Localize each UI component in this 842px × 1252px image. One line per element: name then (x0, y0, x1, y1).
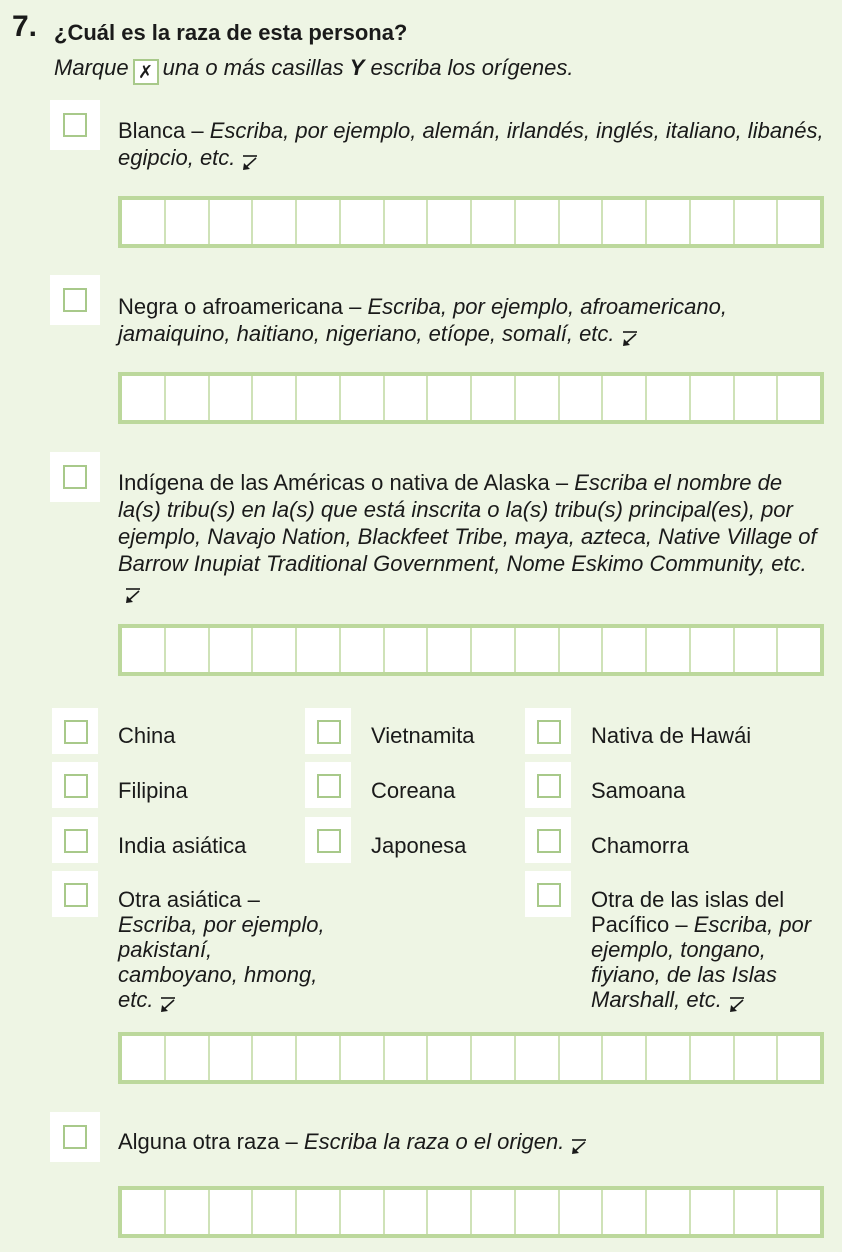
label-otra-asiatica (118, 887, 338, 1013)
otra-asiatica-hint: Escriba, por ejemplo, pakistaní, camboyano, hmong, etc. (118, 912, 325, 1012)
label-hawai: Nativa de Hawái (591, 723, 752, 748)
arrow-down-left-icon (159, 995, 177, 1013)
checkbox-negra[interactable] (50, 275, 100, 325)
arrow-down-left-icon (570, 1137, 588, 1155)
label-chamorra: Chamorra (591, 833, 689, 858)
label-indigena (118, 469, 830, 604)
write-in-negra[interactable] (118, 372, 824, 424)
write-in-indigena[interactable] (118, 624, 824, 676)
checkbox-chamorra[interactable] (525, 817, 571, 863)
checkbox-coreana[interactable] (305, 762, 351, 808)
blanca-label: Blanca – (118, 118, 204, 143)
write-in-asiatica-pacifico[interactable] (118, 1032, 824, 1084)
label-otra-pacifico (591, 887, 839, 1013)
otra-raza-label: Alguna otra raza – (118, 1129, 298, 1154)
arrow-down-left-icon (241, 153, 259, 171)
question-number: 7. (12, 10, 38, 43)
example-checked-box: ✗ (133, 59, 159, 85)
checkbox-vietnamita[interactable] (305, 708, 351, 754)
checkbox-japonesa[interactable] (305, 817, 351, 863)
label-blanca (118, 117, 828, 171)
label-vietnamita: Vietnamita (371, 723, 475, 748)
label-samoana: Samoana (591, 778, 686, 803)
label-china: China (118, 723, 176, 748)
arrow-down-left-icon (621, 329, 639, 347)
checkbox-hawai[interactable] (525, 708, 571, 754)
checkbox-otra-raza[interactable] (50, 1112, 100, 1162)
question-instructions (54, 55, 574, 85)
blanca-hint: Escriba, por ejemplo, alemán, irlandés, inglés, italiano, libanés, egipcio, etc. (118, 118, 824, 170)
arrow-down-left-icon (728, 995, 746, 1013)
write-in-otra-raza[interactable] (118, 1186, 824, 1238)
otra-pacifico-hint: Escriba, por ejemplo, tongano, fiyiano, de las Islas Marshall, etc. (591, 912, 812, 1012)
write-in-blanca[interactable] (118, 196, 824, 248)
checkbox-indigena[interactable] (50, 452, 100, 502)
checkbox-india[interactable] (52, 817, 98, 863)
indigena-hint: Escriba el nombre de la(s) tribu(s) en la(s) que está inscrita o la(s) tribu(s) principal(es), por ejemplo, Navajo Nation, Blackfeet Tribe, maya, azteca, Native Village of Barrow Inupiat Traditional Government, Nome Eskimo Community, etc. (118, 470, 817, 576)
checkbox-otra-asiatica[interactable] (52, 871, 98, 917)
indigena-label: Indígena de las Américas o nativa de Alaska – (118, 470, 569, 495)
label-coreana: Coreana (371, 778, 456, 803)
instr-y: Y (349, 55, 365, 80)
label-india: India asiática (118, 833, 247, 858)
checkbox-blanca[interactable] (50, 100, 100, 150)
checkbox-samoana[interactable] (525, 762, 571, 808)
checkbox-china[interactable] (52, 708, 98, 754)
label-negra (118, 293, 828, 347)
label-japonesa: Japonesa (371, 833, 467, 858)
instr-post: escriba los orígenes. (370, 55, 574, 80)
label-filipina: Filipina (118, 778, 188, 803)
otra-asiatica-label: Otra asiática – (118, 887, 260, 912)
arrow-down-left-icon (124, 586, 142, 604)
question-title: ¿Cuál es la raza de esta persona? (54, 20, 408, 45)
checkbox-otra-pacifico[interactable] (525, 871, 571, 917)
instr-pre: Marque (54, 55, 129, 80)
negra-label: Negra o afroamericana – (118, 294, 362, 319)
otra-raza-hint: Escriba la raza o el origen. (303, 1129, 565, 1154)
instr-mid: una o más casillas (162, 55, 344, 80)
negra-hint: Escriba, por ejemplo, afroamericano, jamaiquino, haitiano, nigeriano, etíope, somalí, etc. (118, 294, 727, 346)
checkbox-filipina[interactable] (52, 762, 98, 808)
label-otra-raza (118, 1128, 828, 1155)
otra-pacifico-label: Otra de las islas del Pacífico – (591, 887, 785, 937)
